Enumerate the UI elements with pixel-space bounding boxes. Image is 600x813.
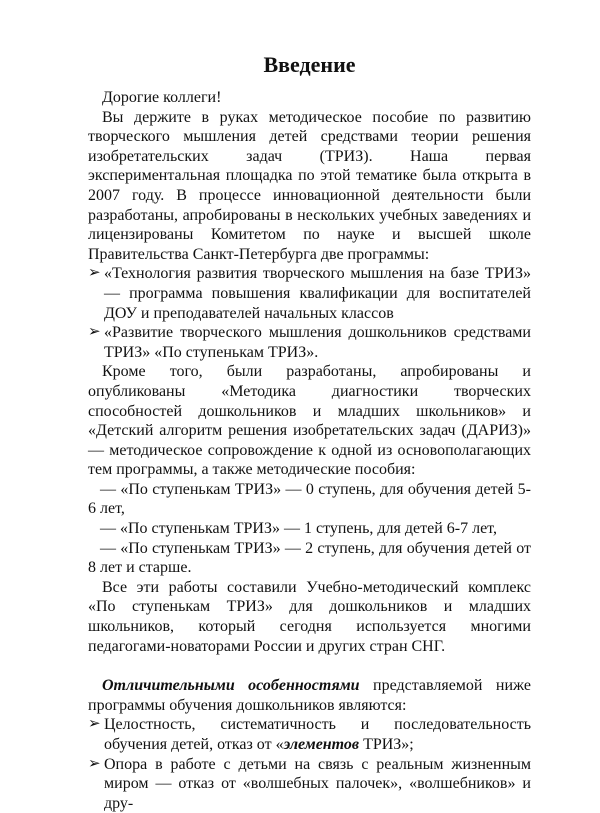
arrow-bullet-icon: ➢ <box>88 716 101 733</box>
list-item <box>88 755 531 813</box>
list-item <box>88 323 531 362</box>
features-lead-rest: представляемой ниже программы обучения дошкольников являются: <box>88 677 531 714</box>
list-item <box>88 715 531 754</box>
feature-text-part: ТРИЗ»; <box>359 736 414 753</box>
feature-item-text <box>104 716 531 753</box>
features-list <box>88 715 531 813</box>
greeting: Дорогие коллеги! <box>102 89 222 106</box>
program-item-text: «Технология развития творческого мышления на базе ТРИЗ» — программа повышения квалификации для воспитателей ДОУ и преподавателей начальных классов <box>104 265 531 322</box>
program-item-text: «Развитие творческого мышления дошкольников средствами ТРИЗ» «По ступенькам ТРИЗ». <box>104 324 531 361</box>
programs-list <box>88 264 531 362</box>
manual-item: — «По ступенькам ТРИЗ» — 2 ступень, для обучения детей от 8 лет и старше. <box>88 539 531 577</box>
feature-item-text: Опора в работе с детьми на связь с реальным жизненным миром — отказ от «волшебных палочек», «волшебников» и дру- <box>104 755 531 812</box>
page-content <box>88 52 531 813</box>
arrow-bullet-icon: ➢ <box>88 265 101 282</box>
manual-item: — «По ступенькам ТРИЗ» — 1 ступень, для детей 6-7 лет, <box>100 520 497 538</box>
complex-paragraph: Все эти работы составили Учебно-методический комплекс «По ступенькам ТРИЗ» для дошкольников и младших школьников, который сегодня используется многими педагогами-новаторами России и других стран СНГ. <box>88 578 531 655</box>
more-paragraph: Кроме того, были разработаны, апробированы и опубликованы «Методика диагностики творческих способностей дошкольников и младших школьников» и «Детский алгоритм решения изобретательских задач (ДАРИЗ)» — методическое сопровождение к одной из основополагающих тем программы, а также методические пособия: <box>88 363 531 479</box>
manual-item: — «По ступенькам ТРИЗ» — 0 ступень, для обучения детей 5-6 лет, <box>88 480 531 518</box>
feature-text-part: Целостность, систематичность и последовательность обучения детей, отказ от « <box>104 716 531 753</box>
page-title: Введение <box>263 52 356 77</box>
intro-paragraph: Вы держите в руках методическое пособие по развитию творческого мышления детей средствами теории решения изобретательских задач (ТРИЗ). Наша первая экспериментальная площадка по этой тематике была открыта в 2007 году. В процессе инновационной деятельности были разработаны, апробированы в нескольких учебных заведениях и лицензированы Комитетом по науке и высшей школе Правительства Санкт-Петербурга две программы: <box>88 108 531 263</box>
list-item <box>88 264 531 323</box>
feature-emphasis: элементов <box>283 736 360 753</box>
arrow-bullet-icon: ➢ <box>88 324 101 341</box>
features-emphasis: Отличительными особенностями <box>102 677 360 695</box>
features-lead <box>88 676 531 715</box>
arrow-bullet-icon: ➢ <box>88 755 101 772</box>
section-gap <box>88 656 531 676</box>
